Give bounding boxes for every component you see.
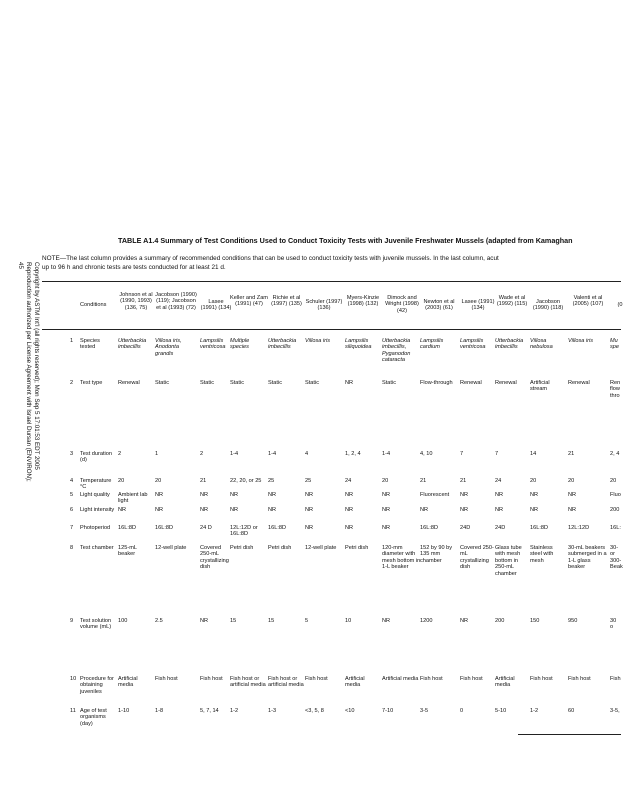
column-header: Lasee (1991) (134) <box>200 299 232 312</box>
table-cell: NR <box>420 507 429 513</box>
table-cell: 12-well plate <box>305 545 337 551</box>
copyright-notice <box>17 262 42 562</box>
copyright-line-1: Copyright by ASTM Int'l (all rights reserved); Mon Sep 5 17:01:53 EDT 2005 <box>33 262 40 470</box>
table-cell: NR <box>568 492 577 498</box>
column-header: Johnson et al (1990, 1993) (136, 75) <box>119 292 153 311</box>
column-header: Wade et al (1992) (115) <box>496 295 528 308</box>
table-cell: 2 <box>118 451 122 457</box>
table-cell: NR <box>268 492 277 498</box>
table-cell: 24 <box>345 478 352 484</box>
row-label: Photoperiod <box>80 525 111 531</box>
column-header: (0 <box>617 302 623 308</box>
table-cell: 2 <box>200 451 204 457</box>
row-label: Temperature °C <box>80 478 112 491</box>
table-cell: 1 <box>155 451 159 457</box>
table-cell: Lampsilis cardium <box>420 338 444 351</box>
table-cell: 1-3 <box>268 708 277 714</box>
copyright-page-number: 45 <box>17 262 24 269</box>
table-cell: NR <box>200 507 209 513</box>
column-header: Richie et al (1997) (135) <box>271 295 302 308</box>
table-cell: NR <box>530 492 539 498</box>
row-number: 11 <box>70 708 76 714</box>
note-line-1: NOTE—The last column provides a summary of recommended conditions that can be used to conduct toxicity tests with juvenile mussels. In the last column, acut <box>42 255 499 262</box>
table-cell: NR <box>495 507 504 513</box>
table-cell: Mu spe <box>610 338 620 351</box>
table-cell: NR <box>382 507 391 513</box>
table-cell: 30-mL beakers submerged in a 1-L glass beaker <box>568 545 607 571</box>
row-label: Light quality <box>80 492 110 498</box>
row-number: 5 <box>70 492 74 498</box>
row-number: 3 <box>70 451 74 457</box>
table-cell: Artificial media <box>345 676 365 689</box>
table-cell: NR <box>345 380 354 386</box>
table-cell: NR <box>460 618 469 624</box>
table-cell: 20 <box>382 478 389 484</box>
table-cell: Renewal <box>495 380 517 386</box>
column-header: Schuler (1997) (136) <box>305 299 343 312</box>
table-cell: 24 <box>495 478 502 484</box>
table-cell: NR <box>382 618 391 624</box>
column-header: Conditions <box>80 302 107 308</box>
table-cell: 16L:8D <box>530 525 549 531</box>
table-cell: Renewal <box>568 380 590 386</box>
table-cell: Artificial media <box>382 676 419 682</box>
table-cell: <3, 5, 8 <box>305 708 324 714</box>
table-cell: 12L:12D or 16L:8D <box>230 525 258 538</box>
table-cell: Fish host or artificial media <box>268 676 304 689</box>
table-cell: 16L:8D <box>118 525 137 531</box>
table-cell: 12L:12D <box>568 525 590 531</box>
table-cell: Lampsilis ventricosa <box>460 338 486 351</box>
bottom-rule <box>518 734 621 735</box>
table-cell: 1-2 <box>230 708 239 714</box>
table-cell: Ambient lab light <box>118 492 148 505</box>
table-cell: NR <box>230 507 239 513</box>
table-cell: Glass tube with mesh bottom in 250-mL chamber <box>495 545 522 577</box>
copyright-line-2: Reproduction authorized per License Agreement with Israel Dursan (ENVIRON); <box>25 262 32 482</box>
table-cell: 20 <box>155 478 162 484</box>
table-cell: NR <box>305 492 314 498</box>
table-cell: NR <box>200 492 209 498</box>
table-cell: 1-4 <box>268 451 277 457</box>
table-cell: NR <box>305 525 314 531</box>
table-cell: 30 o <box>610 618 617 631</box>
table-cell: Fish <box>610 676 621 682</box>
row-label: Test duration (d) <box>80 451 113 464</box>
table-cell: Fluorescent <box>420 492 450 498</box>
table-cell: 15 <box>268 618 275 624</box>
table-cell: Villosa iris, Anodonta grandis <box>155 338 182 357</box>
table-cell: 1, 2, 4 <box>345 451 361 457</box>
table-cell: 100 <box>118 618 128 624</box>
row-label: Light intensity <box>80 507 115 513</box>
table-cell: 10 <box>345 618 352 624</box>
table-cell: 15 <box>230 618 237 624</box>
table-cell: 1200 <box>420 618 433 624</box>
table-cell: 21 <box>568 451 575 457</box>
table-cell: Villosa nebulosa <box>530 338 553 351</box>
table-cell: Covered 250-mL crystallizing dish <box>200 545 229 571</box>
column-header: Jacobson (1990) (119); Jacobson et al (1993) (72) <box>155 292 197 311</box>
table-cell: NR <box>345 525 354 531</box>
table-cell: 21 <box>420 478 427 484</box>
table-cell: 2, 4 <box>610 451 620 457</box>
table-cell: 4 <box>305 451 309 457</box>
table-cell: 150 <box>530 618 540 624</box>
table-cell: 24D <box>495 525 506 531</box>
table-cell: Lampsilis siliquoidea <box>345 338 372 351</box>
table-cell: 7 <box>460 451 464 457</box>
row-number: 1 <box>70 338 74 344</box>
table-cell: 1-2 <box>530 708 539 714</box>
table-cell: <10 <box>345 708 355 714</box>
table-cell: Villosa iris <box>305 338 331 344</box>
table-cell: 12-well plate <box>155 545 187 551</box>
row-label: Test type <box>80 380 103 386</box>
column-header: Jacobson (1990) (118) <box>532 299 564 312</box>
table-cell: 16L:8D <box>268 525 287 531</box>
table-cell: Artificial media <box>118 676 138 689</box>
table-cell: 7-10 <box>382 708 394 714</box>
table-cell: Utterbackia imbecillis <box>495 338 524 351</box>
table-cell: 200 <box>610 507 620 513</box>
table-cell: 20 <box>610 478 617 484</box>
table-cell: 1-8 <box>155 708 164 714</box>
table-cell: NR <box>460 492 469 498</box>
table-cell: 21 <box>460 478 467 484</box>
table-cell: NR <box>495 492 504 498</box>
table-cell: NR <box>230 492 239 498</box>
column-header: Dimock and Wright (1998) (42) <box>385 295 419 314</box>
table-cell: 25 <box>268 478 275 484</box>
table-cell: 5, 7, 14 <box>200 708 219 714</box>
table-cell: NR <box>568 507 577 513</box>
table-cell: NR <box>155 507 164 513</box>
table-cell: 950 <box>568 618 578 624</box>
table-cell: Stainless steel with mesh <box>530 545 554 564</box>
column-header: Keller and Zam (1991) (47) <box>230 295 268 308</box>
table-cell: NR <box>200 618 209 624</box>
table-cell: Renewal <box>118 380 140 386</box>
table-cell: 120-mm diameter with mesh bottom in 1-L beaker <box>382 545 421 571</box>
table-cell: NR <box>382 525 391 531</box>
row-number: 8 <box>70 545 74 551</box>
row-label: Procedure for obtaining juveniles <box>80 676 114 695</box>
table-cell: Artificial media <box>495 676 515 689</box>
header-rule <box>42 329 621 330</box>
row-label: Test chamber <box>80 545 114 551</box>
row-label: Age of test organisms (day) <box>80 708 107 727</box>
table-cell: Static <box>382 380 396 386</box>
table-cell: 16L: <box>610 525 621 531</box>
table-cell: 2.5 <box>155 618 163 624</box>
table-cell: Flow-through <box>420 380 453 386</box>
table-cell: 5 <box>305 618 309 624</box>
table-cell: Static <box>200 380 214 386</box>
row-number: 6 <box>70 507 74 513</box>
table-cell: 20 <box>118 478 125 484</box>
top-rule <box>42 281 621 282</box>
table-cell: NR <box>345 507 354 513</box>
table-cell: Ren flow thro <box>610 380 621 399</box>
table-cell: NR <box>460 507 469 513</box>
table-title: TABLE A1.4 Summary of Test Conditions Used to Conduct Toxicity Tests with Juvenile Freshwater Mussels (adapted from Kamaghan <box>118 236 573 245</box>
table-cell: Fish host <box>568 676 591 682</box>
column-header: Newton et al (2003) (61) <box>423 299 455 312</box>
table-cell: NR <box>305 507 314 513</box>
table-cell: Fish host <box>420 676 443 682</box>
table-cell: 21 <box>200 478 207 484</box>
table-cell: 20 <box>568 478 575 484</box>
table-cell: Fish host <box>460 676 483 682</box>
table-cell: 1-10 <box>118 708 130 714</box>
table-cell: 16L:8D <box>155 525 174 531</box>
column-header: Valenti et al (2005) (107) <box>572 295 604 308</box>
table-cell: 3-5 <box>420 708 429 714</box>
table-cell: 22, 20, or 25 <box>230 478 262 484</box>
table-cell: 24D <box>460 525 471 531</box>
table-cell: 0 <box>460 708 464 714</box>
table-cell: 14 <box>530 451 537 457</box>
table-cell: Fish host <box>200 676 223 682</box>
row-label: Species tested <box>80 338 100 351</box>
table-cell: Utterbackia imbecillis <box>268 338 297 351</box>
table-cell: NR <box>382 492 391 498</box>
table-cell: Fish host <box>530 676 553 682</box>
table-note <box>42 254 642 272</box>
table-cell: 24 D <box>200 525 212 531</box>
table-cell: Utterbackia imbecillis, Pyganodon cataracta <box>382 338 411 364</box>
table-cell: 200 <box>495 618 505 624</box>
row-number: 9 <box>70 618 74 624</box>
table-cell: Lampsilis ventricosa <box>200 338 226 351</box>
table-cell: 1-4 <box>230 451 239 457</box>
table-cell: Fish host <box>155 676 178 682</box>
table-cell: Petri dish <box>268 545 292 551</box>
table-cell: Utterbackia imbecillis <box>118 338 147 351</box>
table-cell: 152 by 90 by 135 mm chamber <box>420 545 453 564</box>
table-cell: NR <box>345 492 354 498</box>
table-cell: Fish host or artificial media <box>230 676 266 689</box>
table-cell: Villosa iris <box>568 338 594 344</box>
table-cell: Petri dish <box>230 545 254 551</box>
table-cell: Petri dish <box>345 545 369 551</box>
table-cell: Fish host <box>305 676 328 682</box>
table-cell: Artificial stream <box>530 380 550 393</box>
row-number: 10 <box>70 676 77 682</box>
table-cell: 25 <box>305 478 312 484</box>
column-header: Lasee (1991) (134) <box>461 299 495 312</box>
table-cell: NR <box>530 507 539 513</box>
table-cell: 30- or 300- Beak <box>610 545 623 571</box>
table-cell: 125-mL beaker <box>118 545 137 558</box>
table-cell: 7 <box>495 451 499 457</box>
table-cell: 60 <box>568 708 575 714</box>
column-header: Myers-Kinzie (1998) (132) <box>346 295 380 308</box>
table-cell: NR <box>268 507 277 513</box>
table-cell: Covered 250-mL crystallizing dish <box>460 545 494 571</box>
table-cell: Renewal <box>460 380 482 386</box>
table-cell: Fluo <box>610 492 621 498</box>
table-cell: 16L:8D <box>420 525 439 531</box>
table-cell: Multiple species <box>230 338 250 351</box>
table-cell: NR <box>118 507 127 513</box>
table-cell: 5-10 <box>495 708 507 714</box>
row-label: Test solution volume (mL) <box>80 618 112 631</box>
table-cell: Static <box>155 380 169 386</box>
table-cell: 1-4 <box>382 451 391 457</box>
note-line-2: up to 96 h and chronic tests are tests conducted for at least 21 d. <box>42 264 226 271</box>
table-cell: Static <box>268 380 282 386</box>
row-number: 4 <box>70 478 74 484</box>
table-cell: NR <box>155 492 164 498</box>
row-number: 2 <box>70 380 74 386</box>
table-cell: Static <box>305 380 319 386</box>
table-cell: Static <box>230 380 244 386</box>
table-cell: 3-5, <box>610 708 620 714</box>
table-cell: 20 <box>530 478 537 484</box>
table-cell: 4, 10 <box>420 451 433 457</box>
row-number: 7 <box>70 525 74 531</box>
